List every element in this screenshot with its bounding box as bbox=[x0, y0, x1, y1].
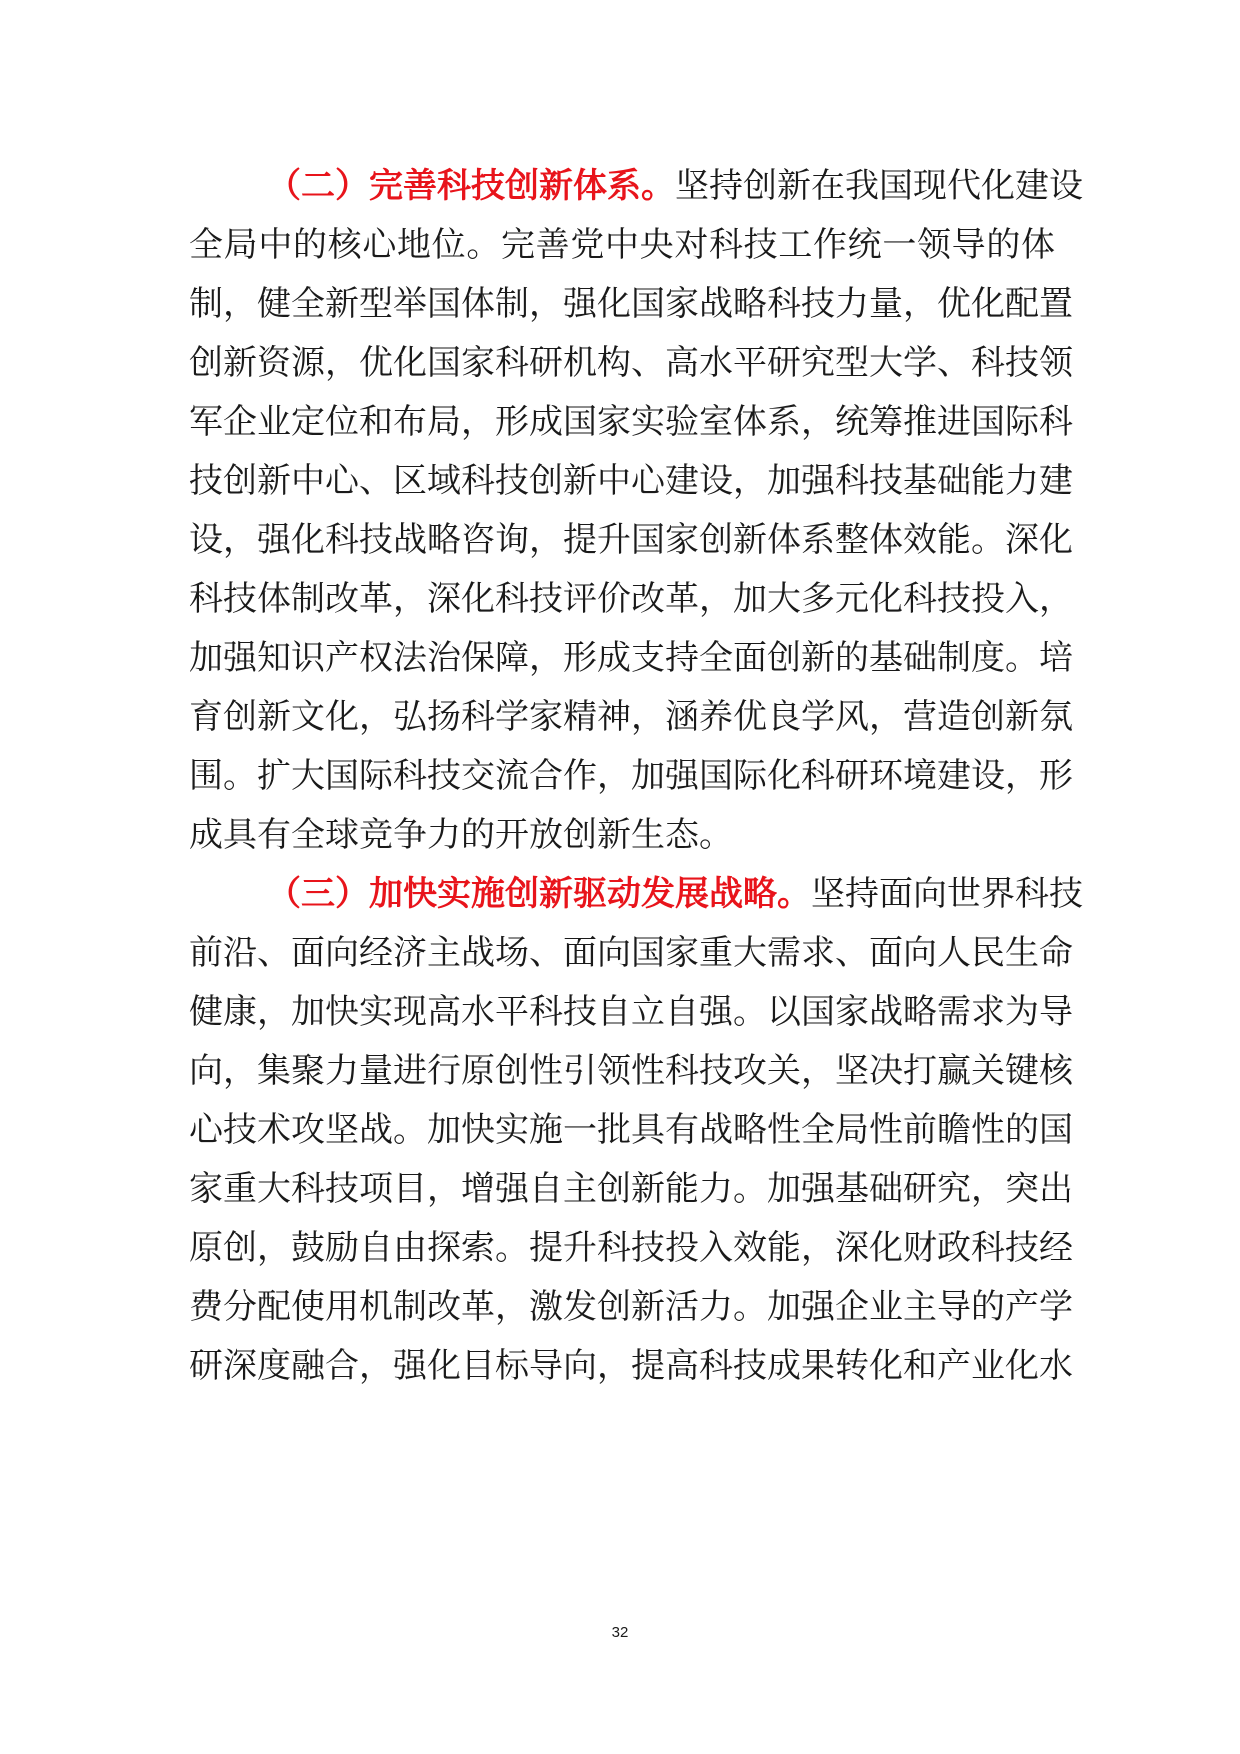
text-line: 前沿、面向经济主战场、面向国家重大需求、面向人民生命 bbox=[189, 933, 1073, 973]
text-line: 家重大科技项目，增强自主创新能力。加强基础研究，突出 bbox=[189, 1169, 1073, 1209]
text-line: 科技体制改革，深化科技评价改革，加大多元化科技投入， bbox=[189, 579, 1073, 619]
text-line: 全局中的核心地位。完善党中央对科技工作统一领导的体 bbox=[189, 225, 1055, 265]
text-line: 设，强化科技战略咨询，提升国家创新体系整体效能。深化 bbox=[189, 520, 1073, 560]
text-line: 向，集聚力量进行原创性引领性科技攻关，坚决打赢关键核 bbox=[189, 1051, 1073, 1091]
text-line: 加强知识产权法治保障，形成支持全面创新的基础制度。培 bbox=[189, 638, 1073, 678]
text-line: 军企业定位和布局，形成国家实验室体系，统筹推进国际科 bbox=[189, 402, 1073, 442]
text-line: 育创新文化，弘扬科学家精神，涵养优良学风，营造创新氛 bbox=[189, 697, 1073, 737]
text-line: 心技术攻坚战。加快实施一批具有战略性全局性前瞻性的国 bbox=[189, 1110, 1073, 1150]
text-line: 技创新中心、区域科技创新中心建设，加强科技基础能力建 bbox=[189, 461, 1073, 501]
text-line: 制，健全新型举国体制，强化国家战略科技力量，优化配置 bbox=[189, 284, 1073, 324]
text-line: 成具有全球竞争力的开放创新生态。 bbox=[189, 815, 733, 855]
text-line: 原创，鼓励自由探索。提升科技投入效能，深化财政科技经 bbox=[189, 1228, 1073, 1268]
text-line: 研深度融合，强化目标导向，提高科技成果转化和产业化水 bbox=[189, 1346, 1073, 1386]
section-heading-3: （三）加快实施创新驱动发展战略。 bbox=[267, 874, 811, 914]
section-heading-2: （二）完善科技创新体系。 bbox=[267, 166, 675, 206]
text-line: 围。扩大国际科技交流合作，加强国际化科研环境建设，形 bbox=[189, 756, 1073, 796]
text-line: 创新资源，优化国家科研机构、高水平研究型大学、科技领 bbox=[189, 343, 1073, 383]
page-number: 32 bbox=[611, 1624, 629, 1641]
text-line: （三）加快实施创新驱动发展战略。坚持面向世界科技 bbox=[267, 874, 1083, 914]
text-line: 健康，加快实现高水平科技自立自强。以国家战略需求为导 bbox=[189, 992, 1073, 1032]
text-line: （二）完善科技创新体系。坚持创新在我国现代化建设 bbox=[267, 166, 1083, 206]
text-line: 费分配使用机制改革，激发创新活力。加强企业主导的产学 bbox=[189, 1287, 1073, 1327]
